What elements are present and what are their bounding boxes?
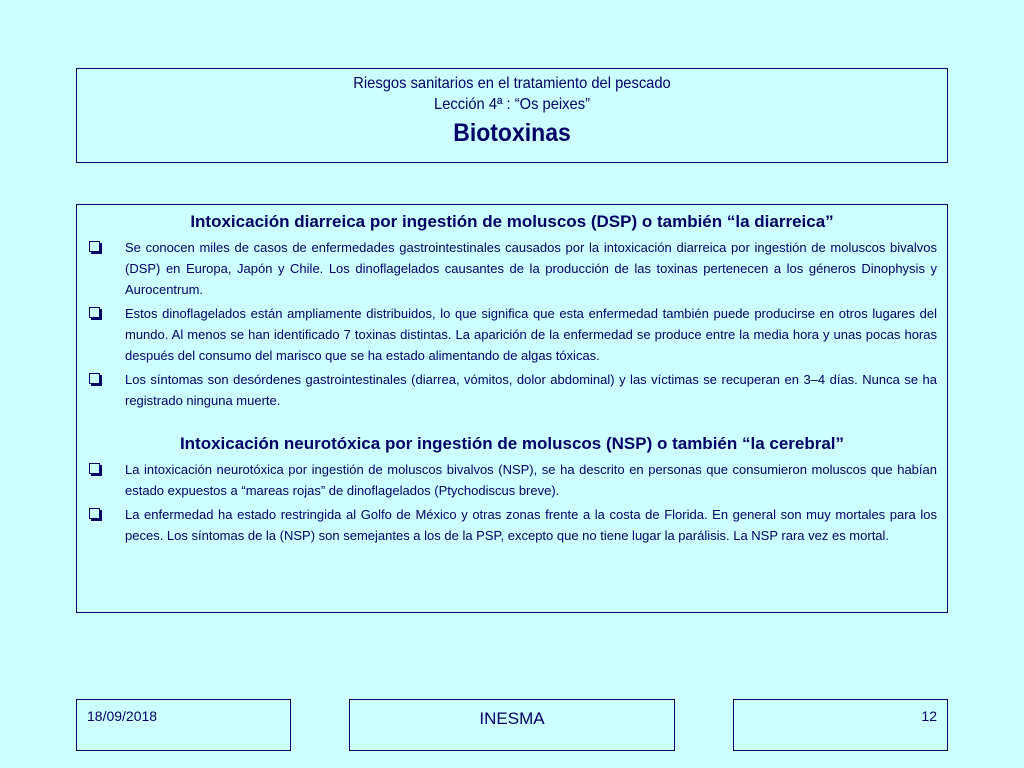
footer-organization: INESMA: [349, 699, 675, 751]
footer-page-number: 12: [733, 699, 948, 751]
list-item-text: Se conocen miles de casos de enfermedades gastrointestinales causados por la intoxicación diarreica por ingestión de moluscos bivalvos (DSP) en Europa, Japón y Chile. Los dinoflagelados causantes de la producción de las toxinas pertenecen a los géneros Dinophysis y Aurocentrum.: [125, 240, 937, 297]
list-item: [87, 237, 937, 300]
lesson-title: Lección 4ª : “Os peixes”: [434, 96, 590, 113]
list-item-text: La intoxicación neurotóxica por ingestión de moluscos bivalvos (NSP), se ha descrito en personas que consumieron moluscos que habían estado expuestos a “mareas rojas” de dinoflagelados (Ptychodiscus breve).: [125, 462, 937, 498]
slide-header: [76, 68, 948, 163]
content-panel: [76, 204, 948, 613]
footer-date: 18/09/2018: [76, 699, 291, 751]
checkbox-bullet-icon: [89, 373, 100, 384]
list-item-text: La enfermedad ha estado restringida al Golfo de México y otras zonas frente a la costa de Florida. En general son muy mortales para los peces. Los síntomas de la (NSP) son semejantes a los de la PSP, excepto que no tiene lugar la parálisis. La NSP rara vez es mortal.: [125, 507, 937, 543]
course-title: Riesgos sanitarios en el tratamiento del pescado: [353, 75, 671, 92]
dsp-list: [87, 237, 937, 411]
list-item-text: Los síntomas son desórdenes gastrointestinales (diarrea, vómitos, dolor abdominal) y las víctimas se recuperan en 3–4 días. Nunca se ha registrado ninguna muerte.: [125, 372, 937, 408]
checkbox-bullet-icon: [89, 307, 100, 318]
checkbox-bullet-icon: [89, 241, 100, 252]
list-item: [87, 303, 937, 366]
list-item-text: Estos dinoflagelados están ampliamente distribuidos, lo que significa que esta enfermedad también puede producirse en otros lugares del mundo. Al menos se han identificado 7 toxinas distintas. La aparición de la enfermedad se produce entre la media hora y unas pocas horas después del consumo del marisco que se ha estado alimentando de algas tóxicas.: [125, 306, 937, 363]
list-item: [87, 459, 937, 501]
slide-title: Biotoxinas: [453, 119, 571, 147]
section-title-nsp: Intoxicación neurotóxica por ingestión de moluscos (NSP) o también “la cerebral”: [179, 434, 845, 453]
list-item: [87, 504, 937, 546]
checkbox-bullet-icon: [89, 508, 100, 519]
section-title-dsp: Intoxicación diarreica por ingestión de moluscos (DSP) o también “la diarreica”: [190, 212, 834, 231]
checkbox-bullet-icon: [89, 463, 100, 474]
list-item: [87, 369, 937, 411]
nsp-list: [87, 459, 937, 546]
